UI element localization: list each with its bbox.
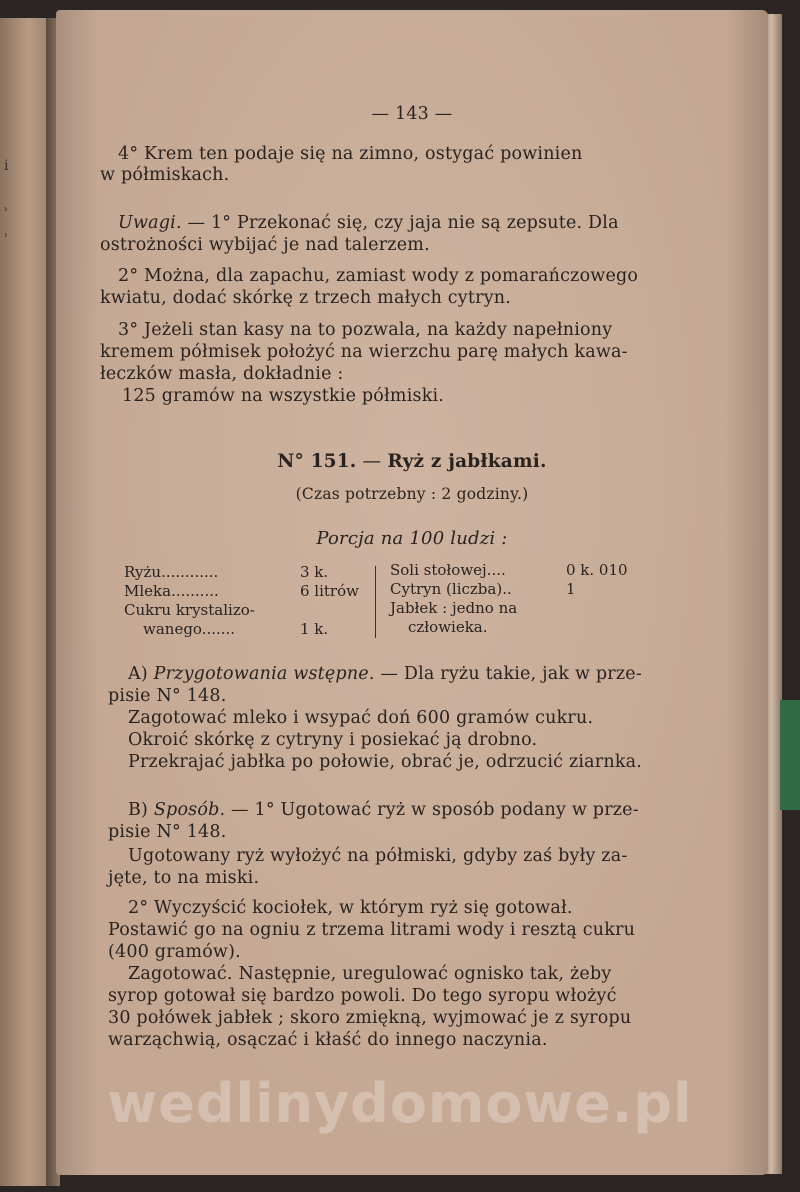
section-b-line: 2° Wyczyścić kociołek, w którym ryż się gotował. — [128, 898, 573, 918]
ingredient-qty: 0 k. 010 — [566, 561, 628, 579]
recipe-portion: Porcja na 100 ludzi : — [316, 528, 508, 549]
note-2-line: kwiatu, dodać skórkę z trzech małych cytryn. — [100, 288, 512, 308]
section-a-line — [128, 663, 642, 685]
intro-line: w półmiskach. — [100, 165, 230, 185]
section-a-line: Okroić skórkę z cytryny i posiekać ją drobno. — [128, 730, 538, 750]
notes-label: Uwagi. — [118, 213, 182, 233]
section-b-line: jęte, to na miski. — [108, 868, 260, 888]
ingredient-name: Soli stołowej.... — [390, 561, 506, 579]
section-a-label: Przygotowania wstępne. — [153, 664, 375, 684]
section-b-line: warząchwią, osączać i kłaść do innego naczynia. — [108, 1030, 548, 1050]
note-1-line — [118, 212, 619, 234]
ingredient-name: wanego....... — [143, 620, 236, 638]
recipe-heading — [56, 451, 768, 473]
note-1-line: ostrożności wybijać je nad talerzem. — [100, 235, 430, 255]
recipe-time: (Czas potrzebny : 2 godziny.) — [295, 485, 529, 503]
section-a-line: pisie N° 148. — [108, 686, 227, 706]
ingredient-qty: 3 k. — [300, 563, 329, 581]
ingredient-name: Cukru krystalizo- — [124, 601, 255, 619]
bookmark-tab — [780, 700, 800, 810]
section-b-prefix: B) — [128, 800, 154, 820]
recipe-dash: — — [356, 451, 388, 472]
section-b-line — [128, 799, 639, 821]
recipe-title: Ryż z jabłkami. — [387, 451, 547, 472]
ingredient-name: Cytryn (liczba).. — [390, 580, 512, 598]
ingredient-name: Mleka.......... — [124, 582, 219, 600]
note-2-line: 2° Można, dla zapachu, zamiast wody z pomarańczowego — [118, 266, 639, 286]
section-b-label: Sposób. — [153, 800, 226, 820]
intro-line: 4° Krem ten podaje się na zimno, ostygać powinien — [118, 144, 583, 164]
ingredients-divider — [375, 566, 376, 638]
note-3-line: 3° Jeżeli stan kasy na to pozwala, na każdy napełniony — [118, 320, 613, 340]
left-page-mark: ʾ — [4, 206, 9, 222]
ingredient-name: Jabłek : jedno na — [390, 599, 518, 617]
note-1-text: — 1° Przekonać się, czy jaja nie są zepsute. Dla — [181, 213, 619, 233]
watermark: wedlinydomowe.pl — [107, 1072, 693, 1135]
section-a-text: — Dla ryżu takie, jak w prze- — [374, 664, 642, 684]
left-page-mark: i — [4, 158, 9, 174]
note-3-line: łeczków masła, dokładnie : — [100, 364, 344, 384]
recipe-number: N° 151. — [277, 451, 357, 472]
section-b-line: 30 połówek jabłek ; skoro zmiękną, wyjmować je z syropu — [108, 1008, 632, 1028]
ingredient-qty: 1 k. — [300, 620, 329, 638]
left-page-mark: ʾ — [4, 232, 9, 248]
note-3-line: kremem półmisek położyć na wierzchu parę małych kawa- — [100, 342, 628, 362]
section-b-text: — 1° Ugotować ryż w sposób podany w prze- — [225, 800, 639, 820]
section-a-line: Zagotować mleko i wsypać doń 600 gramów cukru. — [128, 708, 594, 728]
section-a-prefix: A) — [128, 664, 154, 684]
section-b-line: Ugotowany ryż wyłożyć na półmiski, gdyby zaś były za- — [128, 846, 628, 866]
section-b-line: Postawić go na ogniu z trzema litrami wody i resztą cukru — [108, 920, 636, 940]
ingredient-qty: 1 — [566, 580, 576, 598]
ingredient-qty: 6 litrów — [300, 582, 359, 600]
section-b-line: syrop gotował się bardzo powoli. Do tego syropu włożyć — [108, 986, 617, 1006]
section-b-line: Zagotować. Następnie, uregulować ognisko tak, żeby — [128, 964, 612, 984]
note-3-line: 125 gramów na wszystkie półmiski. — [122, 386, 445, 406]
left-page-edge — [0, 18, 48, 1186]
section-a-line: Przekrajać jabłka po połowie, obrać je, odrzucić ziarnka. — [128, 752, 643, 772]
ingredient-name: człowieka. — [408, 618, 488, 636]
ingredient-name: Ryżu............ — [124, 563, 219, 581]
section-b-line: pisie N° 148. — [108, 822, 227, 842]
section-b-line: (400 gramów). — [108, 942, 241, 962]
page-number: — 143 — — [371, 104, 453, 124]
